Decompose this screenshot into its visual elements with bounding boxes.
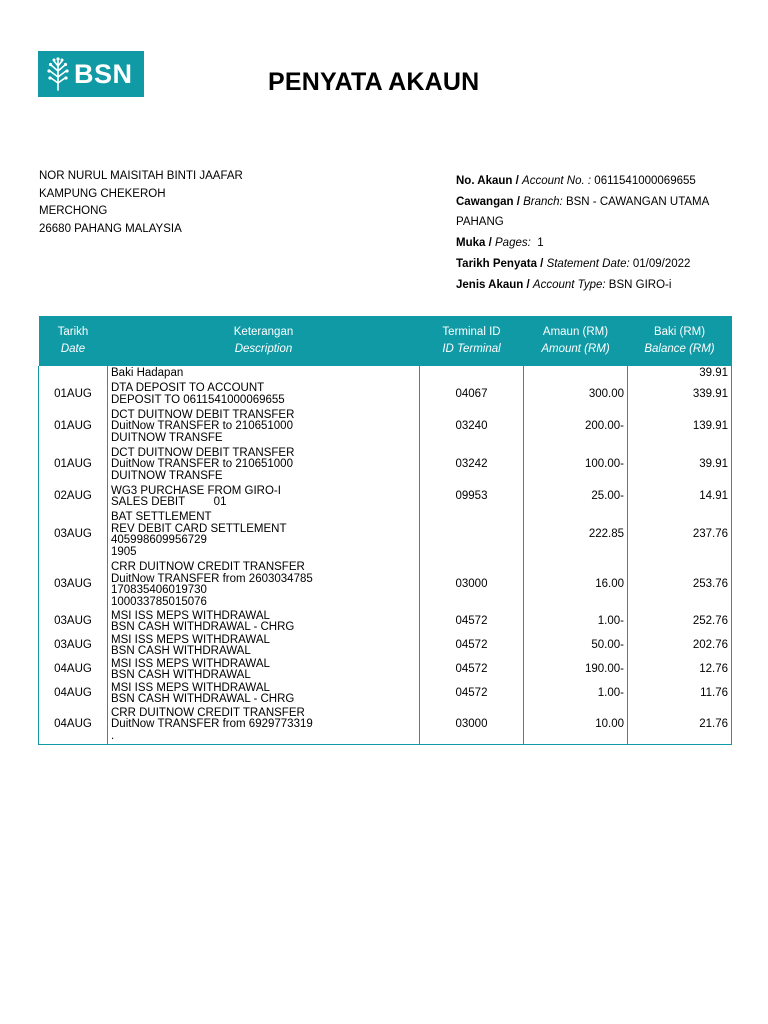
account-type-value: BSN GIRO-i [608,278,672,291]
txn-balance: 39.91 [628,366,732,381]
txn-description: WG3 PURCHASE FROM GIRO-I SALES DEBIT 01 [108,484,420,510]
address-line: KAMPUNG CHEKEROH [39,187,166,200]
pages-value: 1 [537,237,544,250]
page-title: PENYATA AKAUN [268,68,480,96]
txn-balance: 21.76 [628,706,732,744]
pages-label-en: Pages: [495,237,531,250]
header-label-en: Date [60,343,86,355]
txn-date: 04AUG [39,682,108,706]
statement-date-row [456,254,746,275]
address-line: NOR NURUL MAISITAH BINTI JAAFAR [39,170,243,182]
pages-label: Muka / [456,237,492,250]
txn-balance: 12.76 [628,658,732,682]
txn-description: MSI ISS MEPS WITHDRAWAL BSN CASH WITHDRAWAL [108,658,420,682]
txn-balance: 39.91 [628,446,732,484]
txn-description: MSI ISS MEPS WITHDRAWAL BSN CASH WITHDRAWAL - CHRG [108,610,420,634]
header-label-en: ID Terminal [442,343,501,355]
txn-description: DCT DUITNOW DEBIT TRANSFER DuitNow TRANSFER to 210651000 DUITNOW TRANSFE [108,408,420,446]
txn-description: Baki Hadapan [108,366,420,381]
txn-date: 03AUG [39,510,108,560]
tree-icon [46,57,70,91]
customer-address [39,168,243,238]
account-no-row [456,171,746,192]
table-header-row [39,316,732,366]
col-header-balance [628,316,732,366]
txn-description: CRR DUITNOW CREDIT TRANSFER DuitNow TRANSFER from 6929773319 . [108,706,420,744]
txn-amount: 10.00 [524,706,628,744]
txn-date [39,366,108,381]
txn-date: 01AUG [39,381,108,408]
txn-description: BAT SETTLEMENT REV DEBIT CARD SETTLEMENT 405998609956729 1905 [108,510,420,560]
table-row [39,682,732,706]
txn-amount: 1.00- [524,682,628,706]
table-row [39,634,732,658]
header-label-en: Description [234,343,293,355]
address-line: 26680 PAHANG MALAYSIA [39,222,182,235]
txn-date: 03AUG [39,610,108,634]
account-no-label-en: Account No. : [522,175,592,187]
header-label: Amaun (RM) [542,326,609,338]
col-header-date [39,316,108,366]
table-row [39,381,732,408]
statement-date-value: 01/09/2022 [632,257,691,270]
txn-description: CRR DUITNOW CREDIT TRANSFER DuitNow TRANSFER from 2603034785 170835406019730 100033785015076 [108,560,420,610]
header-label: Baki (RM) [653,326,706,338]
txn-balance: 14.91 [628,484,732,510]
txn-terminal-id [420,366,524,381]
transactions-table [38,316,732,745]
address-line: MERCHONG [39,205,108,217]
branch-row [456,192,746,213]
bsn-logo [38,51,144,97]
txn-description: MSI ISS MEPS WITHDRAWAL BSN CASH WITHDRAWAL - CHRG [108,682,420,706]
txn-balance: 237.76 [628,510,732,560]
txn-terminal-id: 03240 [420,408,524,446]
header-label-en: Amount (RM) [541,343,610,355]
txn-amount: 222.85 [524,510,628,560]
txn-balance: 252.76 [628,610,732,634]
txn-description: DTA DEPOSIT TO ACCOUNT DEPOSIT TO 0611541000069655 [108,381,420,408]
txn-date: 01AUG [39,408,108,446]
txn-terminal-id: 04572 [420,682,524,706]
account-no-label: No. Akaun / [456,175,519,187]
logo-text: BSN [74,58,133,89]
branch-value-2: PAHANG [456,216,504,229]
col-header-description [108,316,420,366]
txn-amount: 190.00- [524,658,628,682]
txn-terminal-id [420,510,524,560]
txn-amount: 25.00- [524,484,628,510]
txn-date: 02AUG [39,484,108,510]
txn-amount [524,366,628,381]
table-row [39,560,732,610]
txn-terminal-id: 09953 [420,484,524,510]
txn-balance: 253.76 [628,560,732,610]
txn-terminal-id: 03000 [420,706,524,744]
table-row [39,366,732,381]
txn-amount: 16.00 [524,560,628,610]
txn-amount: 200.00- [524,408,628,446]
header-label: Tarikh [57,326,89,338]
txn-amount: 100.00- [524,446,628,484]
account-type-label-en: Account Type: [532,278,606,291]
table-row [39,446,732,484]
branch-value: BSN - CAWANGAN UTAMA [565,195,710,208]
statement-date-label-en: Statement Date: [546,257,630,270]
txn-terminal-id: 03000 [420,560,524,610]
table-row [39,610,732,634]
txn-date: 01AUG [39,446,108,484]
txn-amount: 1.00- [524,610,628,634]
txn-terminal-id: 03242 [420,446,524,484]
statement-date-label: Tarikh Penyata / [456,257,544,270]
txn-terminal-id: 04067 [420,381,524,408]
col-header-amount [524,316,628,366]
table-row [39,510,732,560]
branch-label: Cawangan / [456,195,520,208]
account-info [456,171,746,295]
table-row [39,658,732,682]
txn-date: 03AUG [39,560,108,610]
table-row [39,408,732,446]
col-header-terminal [420,316,524,366]
txn-terminal-id: 04572 [420,658,524,682]
txn-date: 04AUG [39,658,108,682]
account-type-row [456,275,746,296]
pages-row [456,233,746,254]
txn-terminal-id: 04572 [420,610,524,634]
txn-terminal-id: 04572 [420,634,524,658]
txn-balance: 139.91 [628,408,732,446]
account-type-label: Jenis Akaun / [456,278,530,291]
txn-description: DCT DUITNOW DEBIT TRANSFER DuitNow TRANSFER to 210651000 DUITNOW TRANSFE [108,446,420,484]
txn-description: MSI ISS MEPS WITHDRAWAL BSN CASH WITHDRAWAL [108,634,420,658]
header-label: Terminal ID [442,326,501,338]
txn-balance: 339.91 [628,381,732,408]
table-row [39,706,732,744]
txn-balance: 11.76 [628,682,732,706]
txn-amount: 50.00- [524,634,628,658]
table-row [39,484,732,510]
header-label-en: Balance (RM) [644,343,715,355]
txn-balance: 202.76 [628,634,732,658]
txn-amount: 300.00 [524,381,628,408]
txn-date: 04AUG [39,706,108,744]
header-label: Keterangan [233,326,294,338]
branch-label-en: Branch: [523,195,563,208]
txn-date: 03AUG [39,634,108,658]
account-no-value: 0611541000069655 [594,175,696,187]
